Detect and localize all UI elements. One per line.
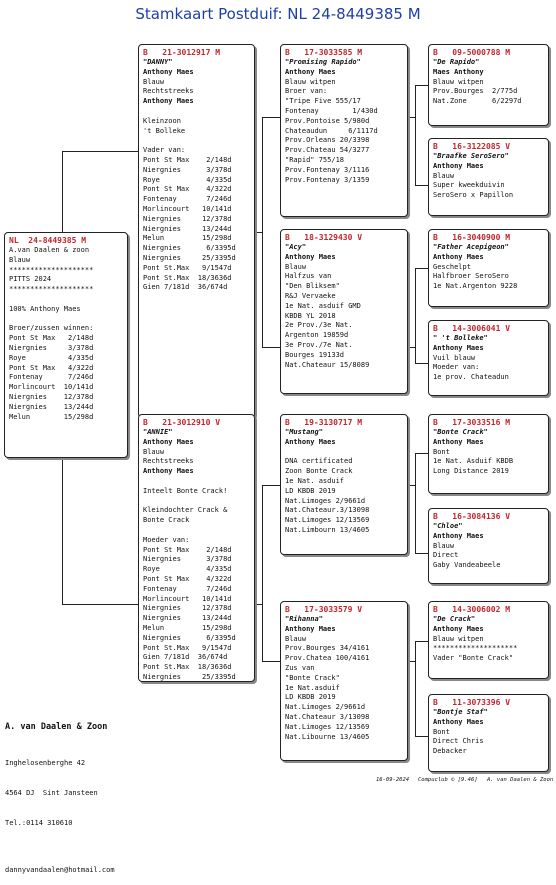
- info-line: [143, 107, 250, 117]
- info-line: Niergnies 6/3395d: [143, 633, 236, 642]
- info-line: [9, 315, 123, 325]
- info-line: [9, 295, 123, 305]
- connector-line: [62, 604, 138, 605]
- dam-dam-card: [280, 601, 408, 761]
- info-line: Nat.Libourne 13/4605: [285, 732, 370, 741]
- dam-dam-dam-card: [428, 694, 549, 772]
- info-line: PITTS 2024: [9, 275, 52, 284]
- info-line: Anthony Maes: [143, 437, 194, 446]
- info-line: Nat.Limoges 2/9661d: [285, 703, 366, 712]
- connector-line: [262, 347, 280, 348]
- info-line: Pont St Max 2/148d: [143, 155, 232, 164]
- info-line: Prov.Chateau 54/3277: [285, 146, 370, 155]
- info-line: Niergnies 12/378d: [9, 392, 94, 401]
- info-line: Anthony Maes: [433, 717, 484, 726]
- info-line: Pont St.Max 18/3636d: [143, 663, 232, 672]
- connector-line: [415, 453, 428, 454]
- ring-number: B 09-5000788 M: [433, 48, 511, 57]
- info-line: Anthony Maes: [433, 343, 484, 352]
- connector-line: [415, 268, 428, 269]
- info-line: 1e Nat.Argenton 9228: [433, 282, 518, 291]
- connector-line: [415, 736, 428, 737]
- info-line: Kleindochter Crack &: [143, 506, 228, 515]
- info-line: Moeder van:: [433, 363, 480, 372]
- info-line: Prov.Orleans 20/3398: [285, 136, 370, 145]
- connector-line: [415, 85, 416, 185]
- connector-line: [408, 485, 415, 486]
- info-line: LD KBDB 2019: [285, 486, 336, 495]
- info-line: Nat.Limoges 12/13569: [285, 516, 370, 525]
- info-line: Nat.Limbourn 13/4605: [285, 525, 370, 534]
- pigeon-name: "Acy": [285, 243, 307, 251]
- pigeon-name: "ANNIE": [143, 428, 173, 436]
- connector-line: [408, 661, 415, 662]
- info-line: Gien 7/181d 36/674d: [143, 653, 228, 662]
- info-line: Argenton 19859d: [285, 331, 349, 340]
- info-line: Chateaudun 6/1117d: [285, 126, 378, 135]
- info-line: 't Bolleke: [143, 126, 186, 135]
- info-line: Nat.Limoges 2/9661d: [285, 496, 366, 505]
- info-line: 1e Nat. asduif GMD: [285, 301, 361, 310]
- connector-line: [415, 553, 428, 554]
- ring-number: B 14-3006002 M: [433, 605, 511, 614]
- info-line: DNA certificated: [285, 457, 353, 466]
- info-line: Nat.Zone 6/2297d: [433, 97, 522, 106]
- connector-line: [408, 347, 415, 348]
- info-line: Nat.Chateaur.3/13098: [285, 506, 370, 515]
- info-line: [143, 477, 250, 487]
- info-line: Geschelpt: [433, 262, 471, 271]
- info-line: Super kweekduivin: [433, 181, 505, 190]
- info-line: Anthony Maes: [433, 531, 484, 540]
- info-line: 1e Nat. Asduif KBDB: [433, 457, 514, 466]
- info-line: Prov.Fontenay 3/1359: [285, 175, 370, 184]
- info-line: Moeder van:: [143, 535, 190, 544]
- info-line: Gaby Vandeabeele: [433, 561, 501, 570]
- connector-line: [62, 151, 138, 152]
- info-line: [143, 136, 250, 146]
- info-line: Fontenay 7/246d: [143, 584, 232, 593]
- info-line: Niergnies 13/244d: [143, 224, 232, 233]
- pigeon-name: "Rihanna": [285, 615, 323, 623]
- info-line: Niergnies 12/378d: [143, 214, 232, 223]
- info-line: Rechtstreeks: [143, 87, 194, 96]
- info-line: ********************: [433, 644, 518, 653]
- info-line: Vuil blauw: [433, 353, 476, 362]
- info-line: Anthony Maes: [143, 467, 194, 476]
- connector-line: [415, 453, 416, 553]
- info-line: Niergnies 13/244d: [9, 402, 94, 411]
- owner-street: Inghelosenberghe 42: [5, 759, 86, 767]
- info-line: Morlincourt 10/141d: [143, 594, 232, 603]
- info-line: 100% Anthony Maes: [9, 304, 81, 313]
- info-line: Maes Anthony: [433, 67, 484, 76]
- info-line: Pont St Max 2/148d: [143, 545, 232, 554]
- info-line: Broer van:: [285, 87, 328, 96]
- info-line: Melun 15/298d: [143, 623, 232, 632]
- info-line: Zoon Bonte Crack: [285, 467, 353, 476]
- connector-line: [415, 268, 416, 363]
- info-line: Blauw: [143, 447, 165, 456]
- connector-line: [262, 485, 280, 486]
- ring-number: B 21-3012917 M: [143, 48, 221, 57]
- ring-number: B 11-3073396 V: [433, 698, 511, 707]
- info-line: Anthony Maes: [433, 437, 484, 446]
- info-line: Rechtstreeks: [143, 457, 194, 466]
- ring-number: B 16-3122085 V: [433, 142, 511, 151]
- info-line: Vader van:: [143, 146, 186, 155]
- info-line: Halfzus van: [285, 272, 332, 281]
- info-line: A.van Daalen & zoon: [9, 246, 90, 254]
- info-line: Prov.Pontoise 5/980d: [285, 116, 370, 125]
- info-line: Bont: [433, 447, 450, 456]
- info-line: Prov.Bourges 34/4161: [285, 644, 370, 653]
- ring-number: B 16-3040900 M: [433, 233, 511, 242]
- info-line: Kleinzoon: [143, 116, 181, 125]
- info-line: Nat.Chateaur 15/8089: [285, 360, 370, 369]
- info-line: Vader "Bonte Crack": [433, 654, 514, 663]
- connector-line: [262, 485, 263, 661]
- info-line: Anthony Maes: [433, 252, 484, 261]
- info-line: Anthony Maes: [285, 67, 336, 76]
- info-line: Prov.Chatea 100/4161: [285, 654, 370, 663]
- ring-number: NL 24-8449385 M: [9, 236, 87, 245]
- info-line: Fontenay 7/246d: [143, 195, 232, 204]
- owner-name: A. van Daalen & Zoon: [5, 722, 108, 732]
- dam-card: [138, 414, 255, 682]
- info-line: Morlincourt 10/141d: [143, 204, 232, 213]
- owner-email[interactable]: dannyvandaalen@hotmail.com: [5, 866, 115, 874]
- info-line: Prov.Bourges 2/775d: [433, 87, 518, 96]
- pigeon-name: " 't Bolleke": [433, 334, 488, 342]
- info-line: Blauw witpen: [433, 634, 484, 643]
- info-line: Anthony Maes: [143, 97, 194, 106]
- connector-line: [255, 604, 263, 605]
- info-line: Zus van: [285, 663, 315, 672]
- info-line: Pont St Max 4/322d: [9, 363, 94, 372]
- pigeon-name: "De Crack": [433, 615, 476, 623]
- info-line: 1e prov. Chateadun: [433, 373, 509, 382]
- dam-sire-sire-card: [428, 414, 549, 494]
- info-line: ********************: [9, 285, 94, 294]
- sire-dam-card: [280, 229, 408, 394]
- sire-card: [138, 44, 255, 418]
- info-line: Pont St Max 2/148d: [9, 334, 94, 343]
- footer-date: 16-09-2024: [376, 777, 410, 783]
- sire-dam-dam-card: [428, 320, 549, 396]
- info-line: Fontenay 7/246d: [9, 373, 94, 382]
- pigeon-name: "Bonte Crack": [433, 428, 488, 436]
- info-line: 2e Prov./3e Nat.: [285, 321, 353, 330]
- info-line: Melun 15/298d: [143, 234, 232, 243]
- connector-line: [415, 363, 428, 364]
- pigeon-name: "Bontje Staf": [433, 708, 488, 716]
- info-line: Niergnies 6/3395d: [143, 244, 236, 253]
- ring-number: B 17-3033516 M: [433, 418, 511, 427]
- sire-sire-sire-card: [428, 44, 549, 126]
- info-line: Halfbroer SeroSero: [433, 272, 509, 281]
- connector-line: [408, 117, 415, 118]
- info-line: Pont St Max 4/322d: [143, 574, 232, 583]
- info-line: Fontenay 1/430d: [285, 106, 378, 115]
- info-line: Morlincourt 10/141d: [9, 383, 94, 392]
- info-line: Debacker: [433, 747, 467, 756]
- owner-block: [5, 700, 115, 885]
- info-line: Anthony Maes: [433, 624, 484, 633]
- footer-owner: A. van Daalen & Zoon: [487, 777, 554, 783]
- info-line: Roye 4/335d: [9, 353, 94, 362]
- info-line: Blauw: [285, 634, 307, 643]
- info-line: Pont St.Max 9/1547d: [143, 643, 232, 652]
- info-line: 1e Nat.asduif: [285, 683, 340, 692]
- info-line: LD KBDB 2019: [285, 693, 336, 702]
- info-line: Pont St Max 4/322d: [143, 185, 232, 194]
- connector-line: [262, 661, 280, 662]
- info-line: Niergnies 13/244d: [143, 614, 232, 623]
- info-line: Direct: [433, 551, 459, 560]
- connector-line: [415, 185, 428, 186]
- info-line: "Den Bliksem": [285, 282, 340, 291]
- connector-line: [415, 641, 428, 642]
- info-line: Inteelt Bonte Crack!: [143, 486, 228, 495]
- sire-sire-dam-card: [428, 138, 549, 216]
- pigeon-name: "Promising Rapido": [285, 58, 361, 66]
- ring-number: B 21-3012910 V: [143, 418, 221, 427]
- owner-phone: Tel.:0114 310610: [5, 819, 73, 827]
- info-line: Roye 4/335d: [143, 565, 232, 574]
- info-line: [143, 497, 250, 507]
- info-line: Bourges 19133d: [285, 350, 345, 359]
- info-line: Anthony Maes: [285, 252, 336, 261]
- info-line: [285, 448, 403, 458]
- pigeon-name: "Chloe": [433, 522, 463, 530]
- info-line: Pont St.Max 18/3636d: [143, 273, 232, 282]
- dam-sire-card: [280, 414, 408, 555]
- info-line: Niergnies 3/378d: [143, 555, 232, 564]
- info-line: SeroSero x Papillon: [433, 191, 514, 200]
- ring-number: B 17-3033579 V: [285, 605, 363, 614]
- info-line: Direct Chris: [433, 737, 484, 746]
- info-line: Roye 4/335d: [143, 175, 232, 184]
- info-line: Pont St.Max 9/1547d: [143, 263, 232, 272]
- info-line: Blauw: [433, 171, 455, 180]
- connector-line: [262, 117, 280, 118]
- footer-software: Compuclub © [9.46]: [418, 777, 478, 783]
- connector-line: [255, 232, 263, 233]
- page-title: Stamkaart Postduif: NL 24-8449385 M: [135, 5, 421, 23]
- dam-dam-sire-card: [428, 601, 549, 679]
- info-line: Niergnies 3/378d: [9, 343, 94, 352]
- info-line: Broer/zussen winnen:: [9, 324, 94, 333]
- info-line: "Rapid" 755/18: [285, 155, 345, 164]
- info-line: Niergnies 3/378d: [143, 165, 232, 174]
- info-line: Anthony Maes: [143, 67, 194, 76]
- pigeon-name: "Braafke SeroSero": [433, 152, 509, 160]
- dam-sire-dam-card: [428, 508, 549, 584]
- info-line: ********************: [9, 265, 94, 274]
- info-line: KBDB YL 2018: [285, 311, 336, 320]
- info-line: R&J Vervaeke: [285, 291, 336, 300]
- info-line: Bonte Crack: [143, 516, 190, 525]
- info-line: "Bonte Crack": [285, 673, 340, 682]
- info-line: Niergnies 25/3395d: [143, 253, 236, 262]
- owner-city: 4564 DJ Sint Jansteen: [5, 789, 98, 797]
- pigeon-name: "DANNY": [143, 58, 173, 66]
- ring-number: B 18-3129430 V: [285, 233, 363, 242]
- info-line: Gien 7/181d 36/674d: [143, 283, 228, 292]
- info-line: Anthony Maes: [433, 161, 484, 170]
- info-line: Blauw: [285, 262, 307, 271]
- sire-dam-sire-card: [428, 229, 549, 307]
- pigeon-name: "Father Acepigeon": [433, 243, 509, 251]
- info-line: Melun 15/298d: [9, 412, 94, 421]
- pigeon-name: "Mustang": [285, 428, 323, 436]
- info-line: [143, 526, 250, 536]
- info-line: Prov.Fontenay 3/1116: [285, 165, 370, 174]
- info-line: Blauw: [143, 77, 165, 86]
- info-line: Nat.Chateaur 3/13098: [285, 712, 370, 721]
- connector-line: [415, 641, 416, 736]
- subject-pigeon-card: [4, 232, 128, 458]
- info-line: Niergnies 12/378d: [143, 604, 232, 613]
- info-line: Bont: [433, 727, 450, 736]
- info-line: Anthony Maes: [285, 437, 336, 446]
- ring-number: B 14-3006041 V: [433, 324, 511, 333]
- info-line: Blauw witpen: [285, 77, 336, 86]
- ring-number: B 17-3033585 M: [285, 48, 363, 57]
- info-line: Blauw witpen: [433, 77, 484, 86]
- info-line: Anthony Maes: [285, 624, 336, 633]
- connector-line: [415, 85, 428, 86]
- info-line: Long Distance 2019: [433, 467, 509, 476]
- ring-number: B 16-3084136 V: [433, 512, 511, 521]
- info-line: Nat.Limoges 12/13569: [285, 722, 370, 731]
- pigeon-name: "De Rapido": [433, 58, 480, 66]
- info-line: 1e Nat. asduif: [285, 476, 345, 485]
- ring-number: B 19-3130717 M: [285, 418, 363, 427]
- sire-sire-card: [280, 44, 408, 217]
- info-line: Blauw: [9, 255, 31, 264]
- info-line: 3e Prov./7e Nat.: [285, 340, 353, 349]
- info-line: Blauw: [433, 541, 455, 550]
- info-line: Niergnies 25/3395d: [143, 672, 236, 681]
- info-line: "Tripe Five 555/17: [285, 97, 361, 106]
